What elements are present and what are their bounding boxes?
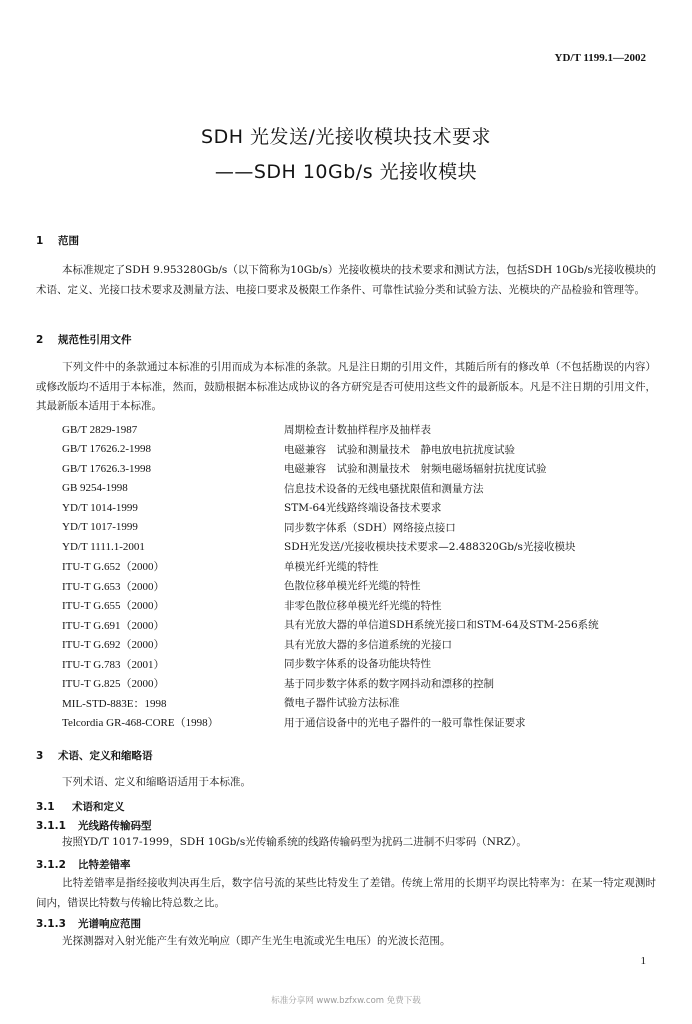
standard-number: YD/T 1199.1—2002 bbox=[554, 52, 646, 64]
section-3-paragraph bbox=[36, 773, 656, 793]
section-3-1-2-heading bbox=[36, 857, 131, 872]
section-2-heading bbox=[36, 332, 132, 347]
section-number: 3 bbox=[36, 750, 44, 762]
reference-row bbox=[62, 557, 662, 577]
reference-code: GB/T 2829-1987 bbox=[62, 423, 138, 436]
paragraph-text: 按照YD/T 1017-1999，SDH 10Gb/s光传输系统的线路传输码型为扰码二进制不归零码（NRZ）。 bbox=[62, 836, 527, 848]
reference-row bbox=[62, 498, 662, 518]
reference-row bbox=[62, 479, 662, 499]
reference-row bbox=[62, 459, 662, 479]
reference-row bbox=[62, 420, 662, 440]
reference-title: 周期检查计数抽样程序及抽样表 bbox=[284, 424, 431, 437]
reference-row bbox=[62, 693, 662, 713]
section-title: 范围 bbox=[58, 235, 79, 247]
section-3-1-2-paragraph bbox=[36, 874, 656, 913]
reference-title: 色散位移单模光纤光缆的特性 bbox=[284, 580, 421, 593]
section-2-paragraph bbox=[36, 358, 656, 417]
section-3-heading bbox=[36, 748, 153, 763]
reference-code: Telcordia GR-468-CORE（1998） bbox=[62, 717, 219, 730]
paragraph-text: 下列术语、定义和缩略语适用于本标准。 bbox=[62, 776, 251, 788]
reference-code: YD/T 1014-1999 bbox=[62, 501, 138, 514]
paragraph-text: 光探测器对入射光能产生有效光响应（即产生光生电流或光生电压）的光波长范围。 bbox=[62, 935, 451, 947]
reference-title: 用于通信设备中的光电子器件的一般可靠性保证要求 bbox=[284, 716, 526, 729]
reference-row bbox=[62, 596, 662, 616]
reference-title: 电磁兼容 试验和测量技术 静电放电抗扰度试验 bbox=[284, 443, 515, 456]
reference-title: 具有光放大器的多信道系统的光接口 bbox=[284, 638, 452, 651]
reference-row bbox=[62, 537, 662, 557]
reference-row bbox=[62, 518, 662, 538]
section-number: 3.1.2 bbox=[36, 859, 66, 871]
reference-code: ITU-T G.655（2000） bbox=[62, 600, 165, 613]
reference-code: GB 9254-1998 bbox=[62, 482, 128, 495]
reference-title: 微电子器件试验方法标准 bbox=[284, 697, 400, 710]
reference-title: 电磁兼容 试验和测量技术 射频电磁场辐射抗扰度试验 bbox=[284, 463, 547, 476]
reference-code: ITU-T G.825（2000） bbox=[62, 678, 165, 691]
watermark-footer: 标准分享网 www.bzfxw.com 免费下载 bbox=[271, 996, 421, 1006]
paragraph-text: 下列文件中的条款通过本标准的引用而成为本标准的条款。凡是注日期的引用文件，其随后所有的修改单（不包括勘误的内容）或修改版均不适用于本标准，然而，鼓励根据本标准达成协议的各方研究是否可使用这些文件的最新版本。凡是不注日期的引用文件，其最新版本适用于本标准。 bbox=[36, 361, 656, 412]
reference-title: 基于同步数字体系的数字网抖动和漂移的控制 bbox=[284, 677, 494, 690]
section-number: 3.1 bbox=[36, 801, 55, 813]
section-number: 1 bbox=[36, 235, 44, 247]
reference-row bbox=[62, 615, 662, 635]
reference-row bbox=[62, 713, 662, 733]
section-3-1-heading bbox=[36, 799, 125, 814]
section-number: 2 bbox=[36, 334, 44, 346]
section-title: 术语和定义 bbox=[72, 801, 125, 813]
reference-code: ITU-T G.691（2000） bbox=[62, 619, 165, 632]
reference-row bbox=[62, 654, 662, 674]
reference-code: GB/T 17626.2-1998 bbox=[62, 443, 152, 456]
document-title: SDH 光发送/光接收模块技术要求 bbox=[201, 126, 491, 148]
section-title: 比特差错率 bbox=[78, 859, 131, 871]
page-number: 1 bbox=[640, 955, 646, 967]
section-title: 规范性引用文件 bbox=[58, 334, 132, 346]
reference-title: 信息技术设备的无线电骚扰限值和测量方法 bbox=[284, 482, 484, 495]
section-title: 术语、定义和缩略语 bbox=[58, 750, 153, 762]
normative-references-list bbox=[62, 420, 662, 732]
reference-code: ITU-T G.783（2001） bbox=[62, 658, 165, 671]
reference-code: YD/T 1017-1999 bbox=[62, 521, 138, 534]
paragraph-text: 本标准规定了SDH 9.953280Gb/s（以下简称为10Gb/s）光接收模块的技术要求和测试方法，包括SDH 10Gb/s光接收模块的术语、定义、光接口技术要求及测量方法、电接口要求及极限工作条件、可靠性试验分类和试验方法、光模块的产品检验和管理等。 bbox=[36, 264, 656, 296]
reference-code: ITU-T G.692（2000） bbox=[62, 639, 165, 652]
reference-title: STM-64光线路终端设备技术要求 bbox=[284, 502, 442, 515]
reference-title: 单模光纤光缆的特性 bbox=[284, 560, 379, 573]
reference-code: ITU-T G.653（2000） bbox=[62, 580, 165, 593]
section-title: 光线路传输码型 bbox=[78, 820, 152, 832]
reference-code: ITU-T G.652（2000） bbox=[62, 561, 165, 574]
reference-title: 同步数字体系（SDH）网络接点接口 bbox=[284, 521, 456, 534]
section-3-1-1-paragraph bbox=[36, 833, 656, 853]
reference-row bbox=[62, 440, 662, 460]
reference-title: 具有光放大器的单信道SDH系统光接口和STM-64及STM-256系统 bbox=[284, 619, 599, 632]
section-3-1-1-heading bbox=[36, 818, 152, 833]
section-number: 3.1.3 bbox=[36, 918, 66, 930]
reference-title: 同步数字体系的设备功能块特性 bbox=[284, 658, 431, 671]
reference-code: MIL-STD-883E：1998 bbox=[62, 697, 167, 710]
section-number: 3.1.1 bbox=[36, 820, 66, 832]
reference-row bbox=[62, 576, 662, 596]
reference-title: 非零色散位移单模光纤光缆的特性 bbox=[284, 599, 442, 612]
section-title: 光谱响应范围 bbox=[78, 918, 141, 930]
reference-code: GB/T 17626.3-1998 bbox=[62, 462, 152, 475]
paragraph-text: 比特差错率是指经接收判决再生后，数字信号流的某些比特发生了差错。传统上常用的长期平均误比特率为：在某一特定观测时间内，错误比特数与传输比特总数之比。 bbox=[36, 877, 656, 909]
reference-row bbox=[62, 635, 662, 655]
reference-code: YD/T 1111.1-2001 bbox=[62, 540, 145, 553]
section-1-paragraph bbox=[36, 261, 656, 300]
section-3-1-3-heading bbox=[36, 916, 141, 931]
section-3-1-3-paragraph bbox=[36, 932, 656, 952]
document-subtitle: ——SDH 10Gb/s 光接收模块 bbox=[214, 161, 478, 183]
reference-title: SDH光发送/光接收模块技术要求—2.488320Gb/s光接收模块 bbox=[284, 541, 576, 554]
section-1-heading bbox=[36, 233, 79, 248]
reference-row bbox=[62, 674, 662, 694]
